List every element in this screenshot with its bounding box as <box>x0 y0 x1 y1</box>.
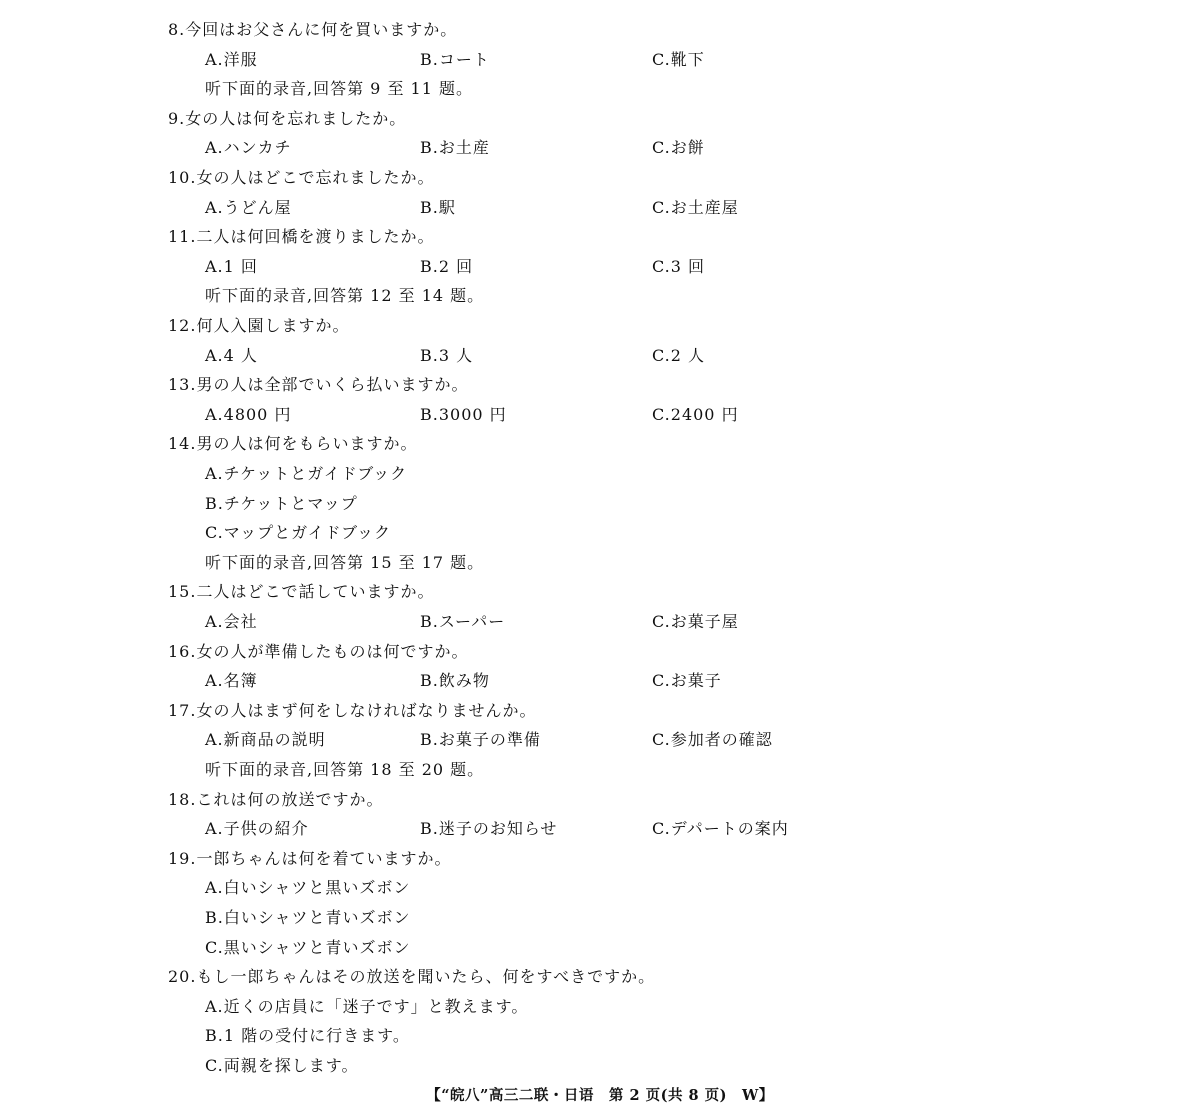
question-text: 17.女の人はまず何をしなければなりませんか。 <box>168 700 537 720</box>
indented-line: A.近くの店員に「迷子です」と教えます。 <box>205 996 529 1016</box>
option-row <box>0 252 1200 282</box>
option-a: A.うどん屋 <box>205 197 292 217</box>
option-row <box>0 193 1200 223</box>
option-b: B.飲み物 <box>420 671 490 691</box>
question-text: 15.二人はどこで話していますか。 <box>168 582 435 602</box>
question-text: 13.男の人は全部でいくら払いますか。 <box>168 375 469 395</box>
indented-line: 听下面的录音,回答第 12 至 14 题。 <box>205 286 485 306</box>
option-c: C.お菓子 <box>652 671 722 691</box>
indented-line: A.チケットとガイドブック <box>205 464 408 483</box>
indented-line: C.マップとガイドブック <box>205 523 392 543</box>
option-b: B.コート <box>420 49 490 69</box>
option-a: A.1 回 <box>205 256 258 276</box>
indented-line: C.黒いシャツと青いズボン <box>205 937 411 957</box>
option-b: B.駅 <box>420 197 456 217</box>
question-text: 11.二人は何回橋を渡りましたか。 <box>168 227 435 247</box>
option-row <box>0 133 1200 163</box>
option-a: A.新商品の説明 <box>205 730 326 750</box>
option-c: C.参加者の確認 <box>652 730 773 750</box>
indented-line: A.白いシャツと黒いズボン <box>205 878 411 898</box>
question-text: 19.一郎ちゃんは何を着ていますか。 <box>168 848 452 868</box>
option-c: C.2400 円 <box>652 404 739 424</box>
option-b: B.お菓子の準備 <box>420 730 541 750</box>
option-c: C.お餅 <box>652 138 705 158</box>
option-b: B.迷子のお知らせ <box>420 819 558 839</box>
option-c: C.お菓子屋 <box>652 612 739 631</box>
option-c: C.お土産屋 <box>652 197 739 217</box>
option-a: A.名簿 <box>205 671 258 691</box>
indented-line: 听下面的录音,回答第 18 至 20 题。 <box>205 760 485 779</box>
option-b: B.お土産 <box>420 138 490 158</box>
indented-line: B.1 階の受付に行きます。 <box>205 1026 410 1046</box>
question-text: 10.女の人はどこで忘れましたか。 <box>168 168 435 187</box>
option-b: B.3 人 <box>420 345 474 365</box>
option-a: A.4 人 <box>205 345 258 365</box>
indented-line: C.両親を探します。 <box>205 1056 359 1075</box>
option-c: C.靴下 <box>652 49 705 69</box>
indented-line: B.白いシャツと青いズボン <box>205 908 411 927</box>
option-a: A.洋服 <box>205 49 258 69</box>
question-text: 14.男の人は何をもらいますか。 <box>168 434 418 454</box>
option-b: B.3000 円 <box>420 404 507 424</box>
option-row <box>0 341 1200 371</box>
indented-line: 听下面的录音,回答第 15 至 17 题。 <box>205 552 485 572</box>
question-text: 18.これは何の放送ですか。 <box>168 789 384 809</box>
option-a: A.ハンカチ <box>205 138 292 158</box>
option-row <box>0 45 1200 75</box>
option-a: A.4800 円 <box>205 404 292 424</box>
option-b: B.スーパー <box>420 612 506 631</box>
indented-line: 听下面的录音,回答第 9 至 11 题。 <box>205 79 473 99</box>
option-a: A.会社 <box>205 612 258 631</box>
question-text: 20.もし一郎ちゃんはその放送を聞いたら、何をすべきですか。 <box>168 967 656 987</box>
page-footer: 【“皖八”高三二联・日语 第 2 页(共 8 页) W】 <box>426 1087 774 1104</box>
option-c: C.デパートの案内 <box>652 819 789 839</box>
option-row <box>0 400 1200 430</box>
option-row <box>0 814 1200 844</box>
indented-line: B.チケットとマップ <box>205 493 358 513</box>
option-row <box>0 607 1200 637</box>
option-a: A.子供の紹介 <box>205 819 309 839</box>
option-row <box>0 666 1200 696</box>
question-text: 9.女の人は何を忘れましたか。 <box>168 108 407 128</box>
question-text: 12.何人入園しますか。 <box>168 316 350 335</box>
question-text: 8.今回はお父さんに何を買いますか。 <box>168 20 458 39</box>
option-c: C.3 回 <box>652 256 706 276</box>
option-row <box>0 725 1200 755</box>
option-b: B.2 回 <box>420 256 474 276</box>
question-text: 16.女の人が準備したものは何ですか。 <box>168 641 469 661</box>
option-c: C.2 人 <box>652 345 706 365</box>
